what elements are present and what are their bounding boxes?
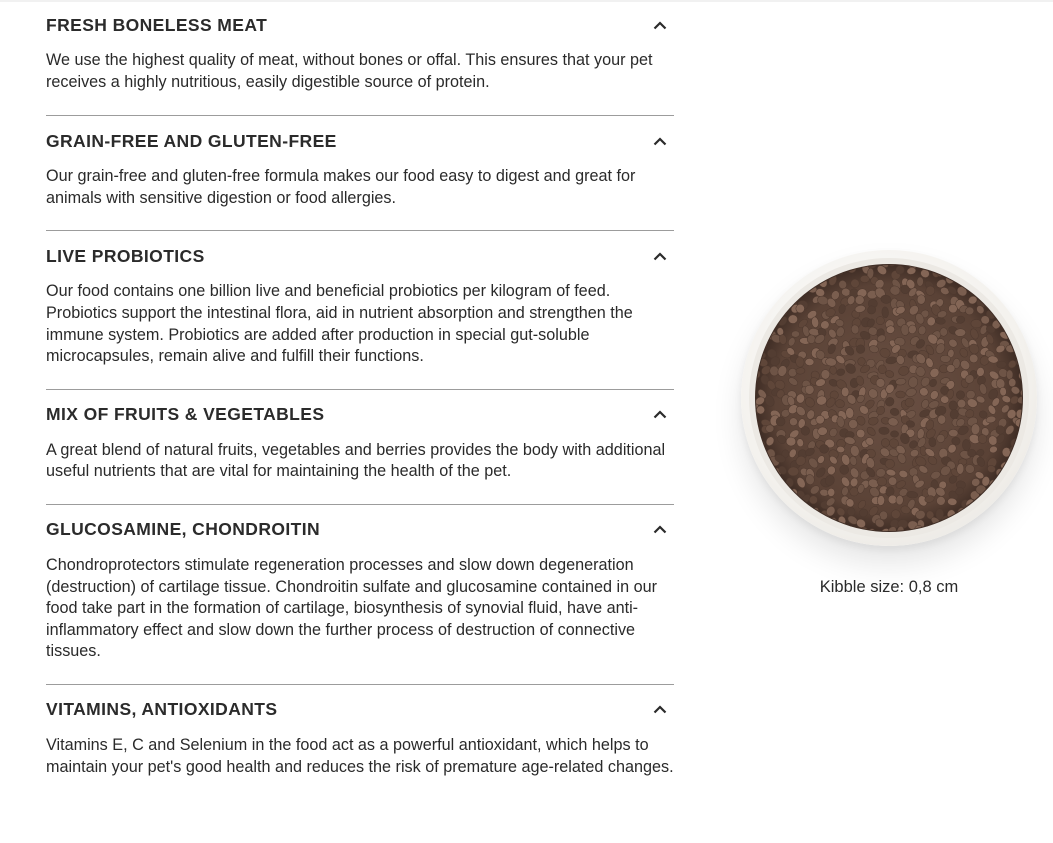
chevron-up-icon[interactable] [646, 131, 674, 151]
chevron-up-icon[interactable] [646, 700, 674, 720]
accordion-title: LIVE PROBIOTICS [46, 245, 205, 266]
accordion-title: VITAMINS, ANTIOXIDANTS [46, 699, 278, 720]
accordion-item-grain-free [46, 116, 674, 231]
accordion-text: Vitamins E, C and Selenium in the food act as a powerful antioxidant, which helps to maintain your pet's good health and reduces the risk of premature age-related changes. [46, 735, 674, 776]
accordion-title: MIX OF FRUITS & VEGETABLES [46, 404, 325, 425]
accordion-header[interactable] [46, 231, 674, 281]
accordion-text: Chondroprotectors stimulate regeneration processes and slow down degeneration (destruction) of cartilage tissue. Chondroitin sulfate and glucosamine contained in our food take part in the formation of cartilage, biosynthesis of synovial fluid, have anti-inflammatory effect and slow down the further process of destruction of connective tissues. [46, 555, 657, 661]
kibble-bowl-image [741, 250, 1037, 546]
accordion-header[interactable] [46, 0, 674, 50]
product-image-panel [741, 250, 1037, 596]
accordion-item-glucosamine [46, 505, 674, 685]
accordion-title: GLUCOSAMINE, CHONDROITIN [46, 519, 321, 540]
accordion-item-vitamins [46, 685, 674, 799]
accordion-text: Our food contains one billion live and beneficial probiotics per kilogram of feed. Probiotics support the intestinal flora, aid in nutrient absorption and strengthen the immune system. Probiotics are added after production in special gut-soluble microcapsules, remain alive and fulfill their functions. [46, 282, 633, 366]
accordion-header[interactable] [46, 390, 674, 440]
accordion-header[interactable] [46, 685, 674, 735]
accordion-title: GRAIN-FREE AND GLUTEN-FREE [46, 130, 337, 151]
accordion-header[interactable] [46, 116, 674, 166]
accordion-title: FRESH BONELESS MEAT [46, 14, 268, 35]
chevron-up-icon[interactable] [646, 520, 674, 540]
benefits-accordion [46, 0, 674, 799]
kibble-illustration [741, 250, 1037, 546]
accordion-text: We use the highest quality of meat, without bones or offal. This ensures that your pet receives a highly nutritious, easily digestible source of protein. [46, 51, 653, 91]
accordion-item-fruits-vegetables [46, 390, 674, 505]
accordion-text: A great blend of natural fruits, vegetables and berries provides the body with additional useful nutrients that are vital for maintaining the health of the pet. [46, 440, 666, 481]
chevron-up-icon[interactable] [646, 15, 674, 35]
chevron-up-icon[interactable] [646, 246, 674, 266]
accordion-item-live-probiotics [46, 231, 674, 389]
accordion-item-fresh-boneless-meat [46, 0, 674, 116]
accordion-text: Our grain-free and gluten-free formula makes our food easy to digest and great for animals with sensitive digestion or food allergies. [46, 167, 636, 207]
kibble-size-caption: Kibble size: 0,8 cm [819, 578, 959, 596]
accordion-header[interactable] [46, 505, 674, 555]
chevron-up-icon[interactable] [646, 405, 674, 425]
